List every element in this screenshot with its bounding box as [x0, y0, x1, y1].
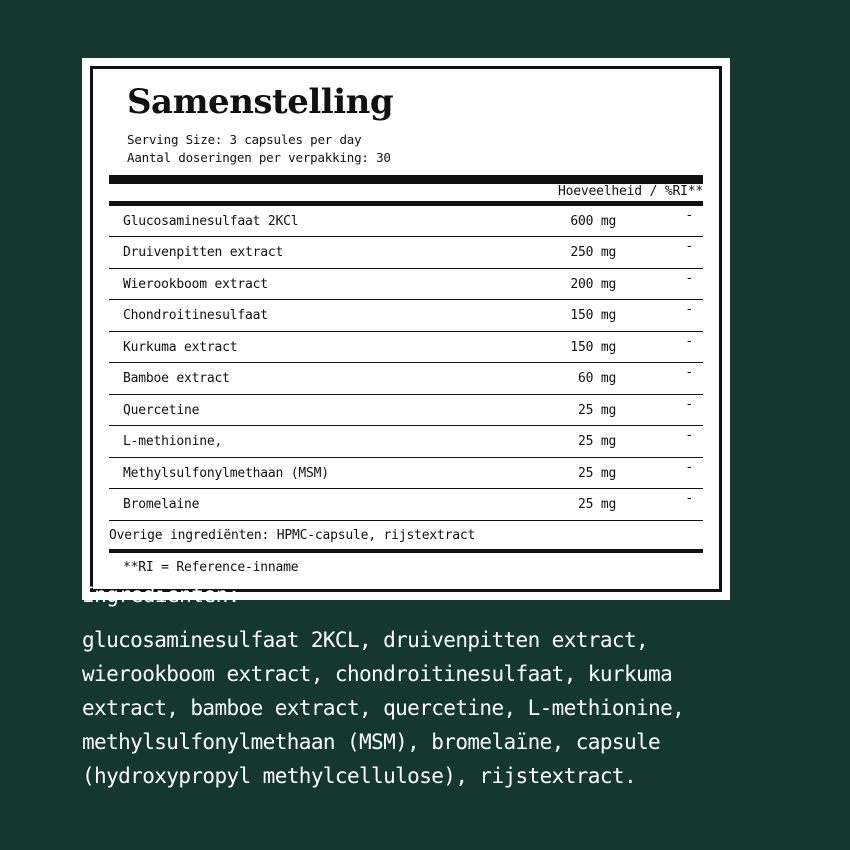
ingredient-amount: 200 mg [494, 268, 672, 300]
ingredient-ri: - [672, 268, 703, 300]
other-ingredients-row [109, 520, 703, 549]
table-row [109, 426, 703, 458]
ingredient-amount: 150 mg [494, 331, 672, 363]
ri-footnote: **RI = Reference-inname [123, 560, 299, 576]
ingredient-ri: - [672, 205, 703, 237]
ingredient-amount: 60 mg [494, 363, 672, 395]
table-row [109, 457, 703, 489]
ingredient-amount: 25 mg [494, 394, 672, 426]
ingredient-ri: - [672, 300, 703, 332]
ingredient-amount: 600 mg [494, 205, 672, 237]
ingredient-ri: - [672, 331, 703, 363]
serving-size-line: Serving Size: 3 capsules per day [127, 131, 362, 147]
table-row [109, 205, 703, 237]
ingredient-name: Methylsulfonylmethaan (MSM) [109, 457, 494, 489]
supplement-facts-panel-border [90, 66, 722, 592]
nutrition-table [109, 184, 703, 199]
ingredient-amount: 25 mg [494, 489, 672, 521]
table-row [109, 363, 703, 395]
table-row [109, 394, 703, 426]
ingredient-amount: 250 mg [494, 237, 672, 269]
serving-info [127, 131, 703, 167]
table-header-row [109, 184, 703, 199]
ingredient-amount: 25 mg [494, 457, 672, 489]
table-row [109, 237, 703, 269]
nutrition-table-body [109, 205, 703, 550]
other-ingredients-text: Overige ingrediënten: HPMC-capsule, rijstextract [109, 520, 703, 549]
ingredient-ri: - [672, 426, 703, 458]
ingredient-name: Wierookboom extract [109, 268, 494, 300]
ingredients-body: glucosaminesulfaat 2KCL, druivenpitten extract, wierookboom extract, chondroitinesulfaat, kurkuma extract, bamboe extract, quercetine, L-methionine, methylsulfonylmethaan (MSM), bromelaïne, capsule (hydroxypropyl methylcellulose), rijstextract. [82, 628, 685, 789]
ingredient-name: Quercetine [109, 394, 494, 426]
nutrition-table-head [109, 184, 703, 199]
ingredient-ri: - [672, 237, 703, 269]
supplement-facts-panel [82, 58, 730, 600]
column-header-amount [418, 184, 703, 199]
column-header-name [109, 184, 418, 199]
ingredient-ri: - [672, 457, 703, 489]
ingredient-ri: - [672, 394, 703, 426]
ingredient-name: L-methionine, [109, 426, 494, 458]
ingredient-ri: - [672, 363, 703, 395]
ingredients-heading: Ingrediënten: [82, 583, 240, 607]
table-row [109, 331, 703, 363]
table-row [109, 300, 703, 332]
ingredient-ri: - [672, 489, 703, 521]
ingredient-name: Druivenpitten extract [109, 237, 494, 269]
column-header-ri-label: %RI** [664, 183, 703, 199]
column-header-amount-label: Hoeveelheid [558, 183, 642, 199]
ingredients-section [82, 583, 772, 793]
ingredient-name: Bromelaine [109, 489, 494, 521]
column-header-separator: / [649, 183, 658, 199]
servings-per-container-line: Aantal doseringen per verpakking: 30 [127, 149, 391, 165]
ingredient-name: Glucosaminesulfaat 2KCl [109, 205, 494, 237]
table-row [109, 268, 703, 300]
table-row [109, 489, 703, 521]
ingredient-name: Kurkuma extract [109, 331, 494, 363]
ingredient-name: Chondroitinesulfaat [109, 300, 494, 332]
ingredient-amount: 25 mg [494, 426, 672, 458]
ingredient-name: Bamboe extract [109, 363, 494, 395]
ingredient-amount: 150 mg [494, 300, 672, 332]
header-thick-rule [109, 175, 703, 184]
page-title: Samenstelling [127, 82, 394, 122]
